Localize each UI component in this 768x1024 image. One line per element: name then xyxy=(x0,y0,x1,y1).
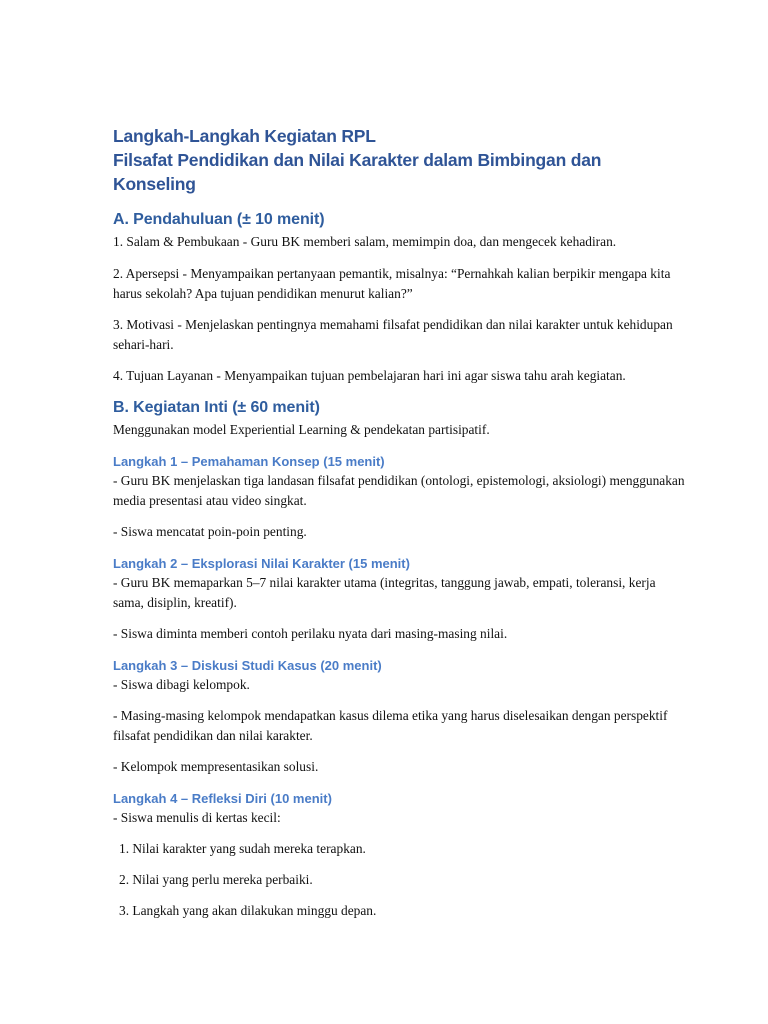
step3-line-1: - Siswa dibagi kelompok. xyxy=(113,677,250,692)
step2-heading: Langkah 2 – Eksplorasi Nilai Karakter (15 menit) xyxy=(113,556,410,571)
step3-line-3: - Kelompok mempresentasikan solusi. xyxy=(113,759,319,774)
step4-list-item-1: 1. Nilai karakter yang sudah mereka terapkan. xyxy=(119,841,366,856)
step4-list-item-2: 2. Nilai yang perlu mereka perbaiki. xyxy=(119,872,313,887)
step4-list-item-3: 3. Langkah yang akan dilakukan minggu depan. xyxy=(119,903,377,918)
document-title-line2: Filsafat Pendidikan dan Nilai Karakter dalam Bimbingan dan Konseling xyxy=(113,150,602,194)
step1-heading: Langkah 1 – Pemahaman Konsep (15 menit) xyxy=(113,454,385,469)
document-title-line1: Langkah-Langkah Kegiatan RPL xyxy=(113,126,376,146)
step2-line-1: - Guru BK memaparkan 5–7 nilai karakter utama (integritas, tanggung jawab, empati, toleransi, kerja sama, disiplin, kreatif). xyxy=(113,575,656,610)
section-b-intro: Menggunakan model Experiential Learning & pendekatan partisipatif. xyxy=(113,422,490,437)
section-a-item-4: 4. Tujuan Layanan - Menyampaikan tujuan pembelajaran hari ini agar siswa tahu arah kegiatan. xyxy=(113,368,626,383)
step4-intro: - Siswa menulis di kertas kecil: xyxy=(113,810,281,825)
section-a-item-1: 1. Salam & Pembukaan - Guru BK memberi salam, memimpin doa, dan mengecek kehadiran. xyxy=(113,234,617,249)
step1-line-2: - Siswa mencatat poin-poin penting. xyxy=(113,524,307,539)
step1-line-1: - Guru BK menjelaskan tiga landasan filsafat pendidikan (ontologi, epistemologi, aksiologi) menggunakan media presentasi atau video singkat. xyxy=(113,473,685,508)
section-a-item-2: 2. Apersepsi - Menyampaikan pertanyaan pemantik, misalnya: “Pernahkah kalian berpikir mengapa kita harus sekolah? Apa tujuan pendidikan menurut kalian?” xyxy=(113,266,671,301)
step2-line-2: - Siswa diminta memberi contoh perilaku nyata dari masing-masing nilai. xyxy=(113,626,508,641)
step3-line-2: - Masing-masing kelompok mendapatkan kasus dilema etika yang harus diselesaikan dengan perspektif filsafat pendidikan dan nilai karakter. xyxy=(113,708,668,743)
section-a-item-3: 3. Motivasi - Menjelaskan pentingnya memahami filsafat pendidikan dan nilai karakter untuk kehidupan sehari-hari. xyxy=(113,317,673,352)
section-b-heading: B. Kegiatan Inti (± 60 menit) xyxy=(113,399,320,416)
section-a-heading: A. Pendahuluan (± 10 menit) xyxy=(113,211,325,228)
step3-heading: Langkah 3 – Diskusi Studi Kasus (20 menit) xyxy=(113,658,382,673)
step4-heading: Langkah 4 – Refleksi Diri (10 menit) xyxy=(113,791,332,806)
